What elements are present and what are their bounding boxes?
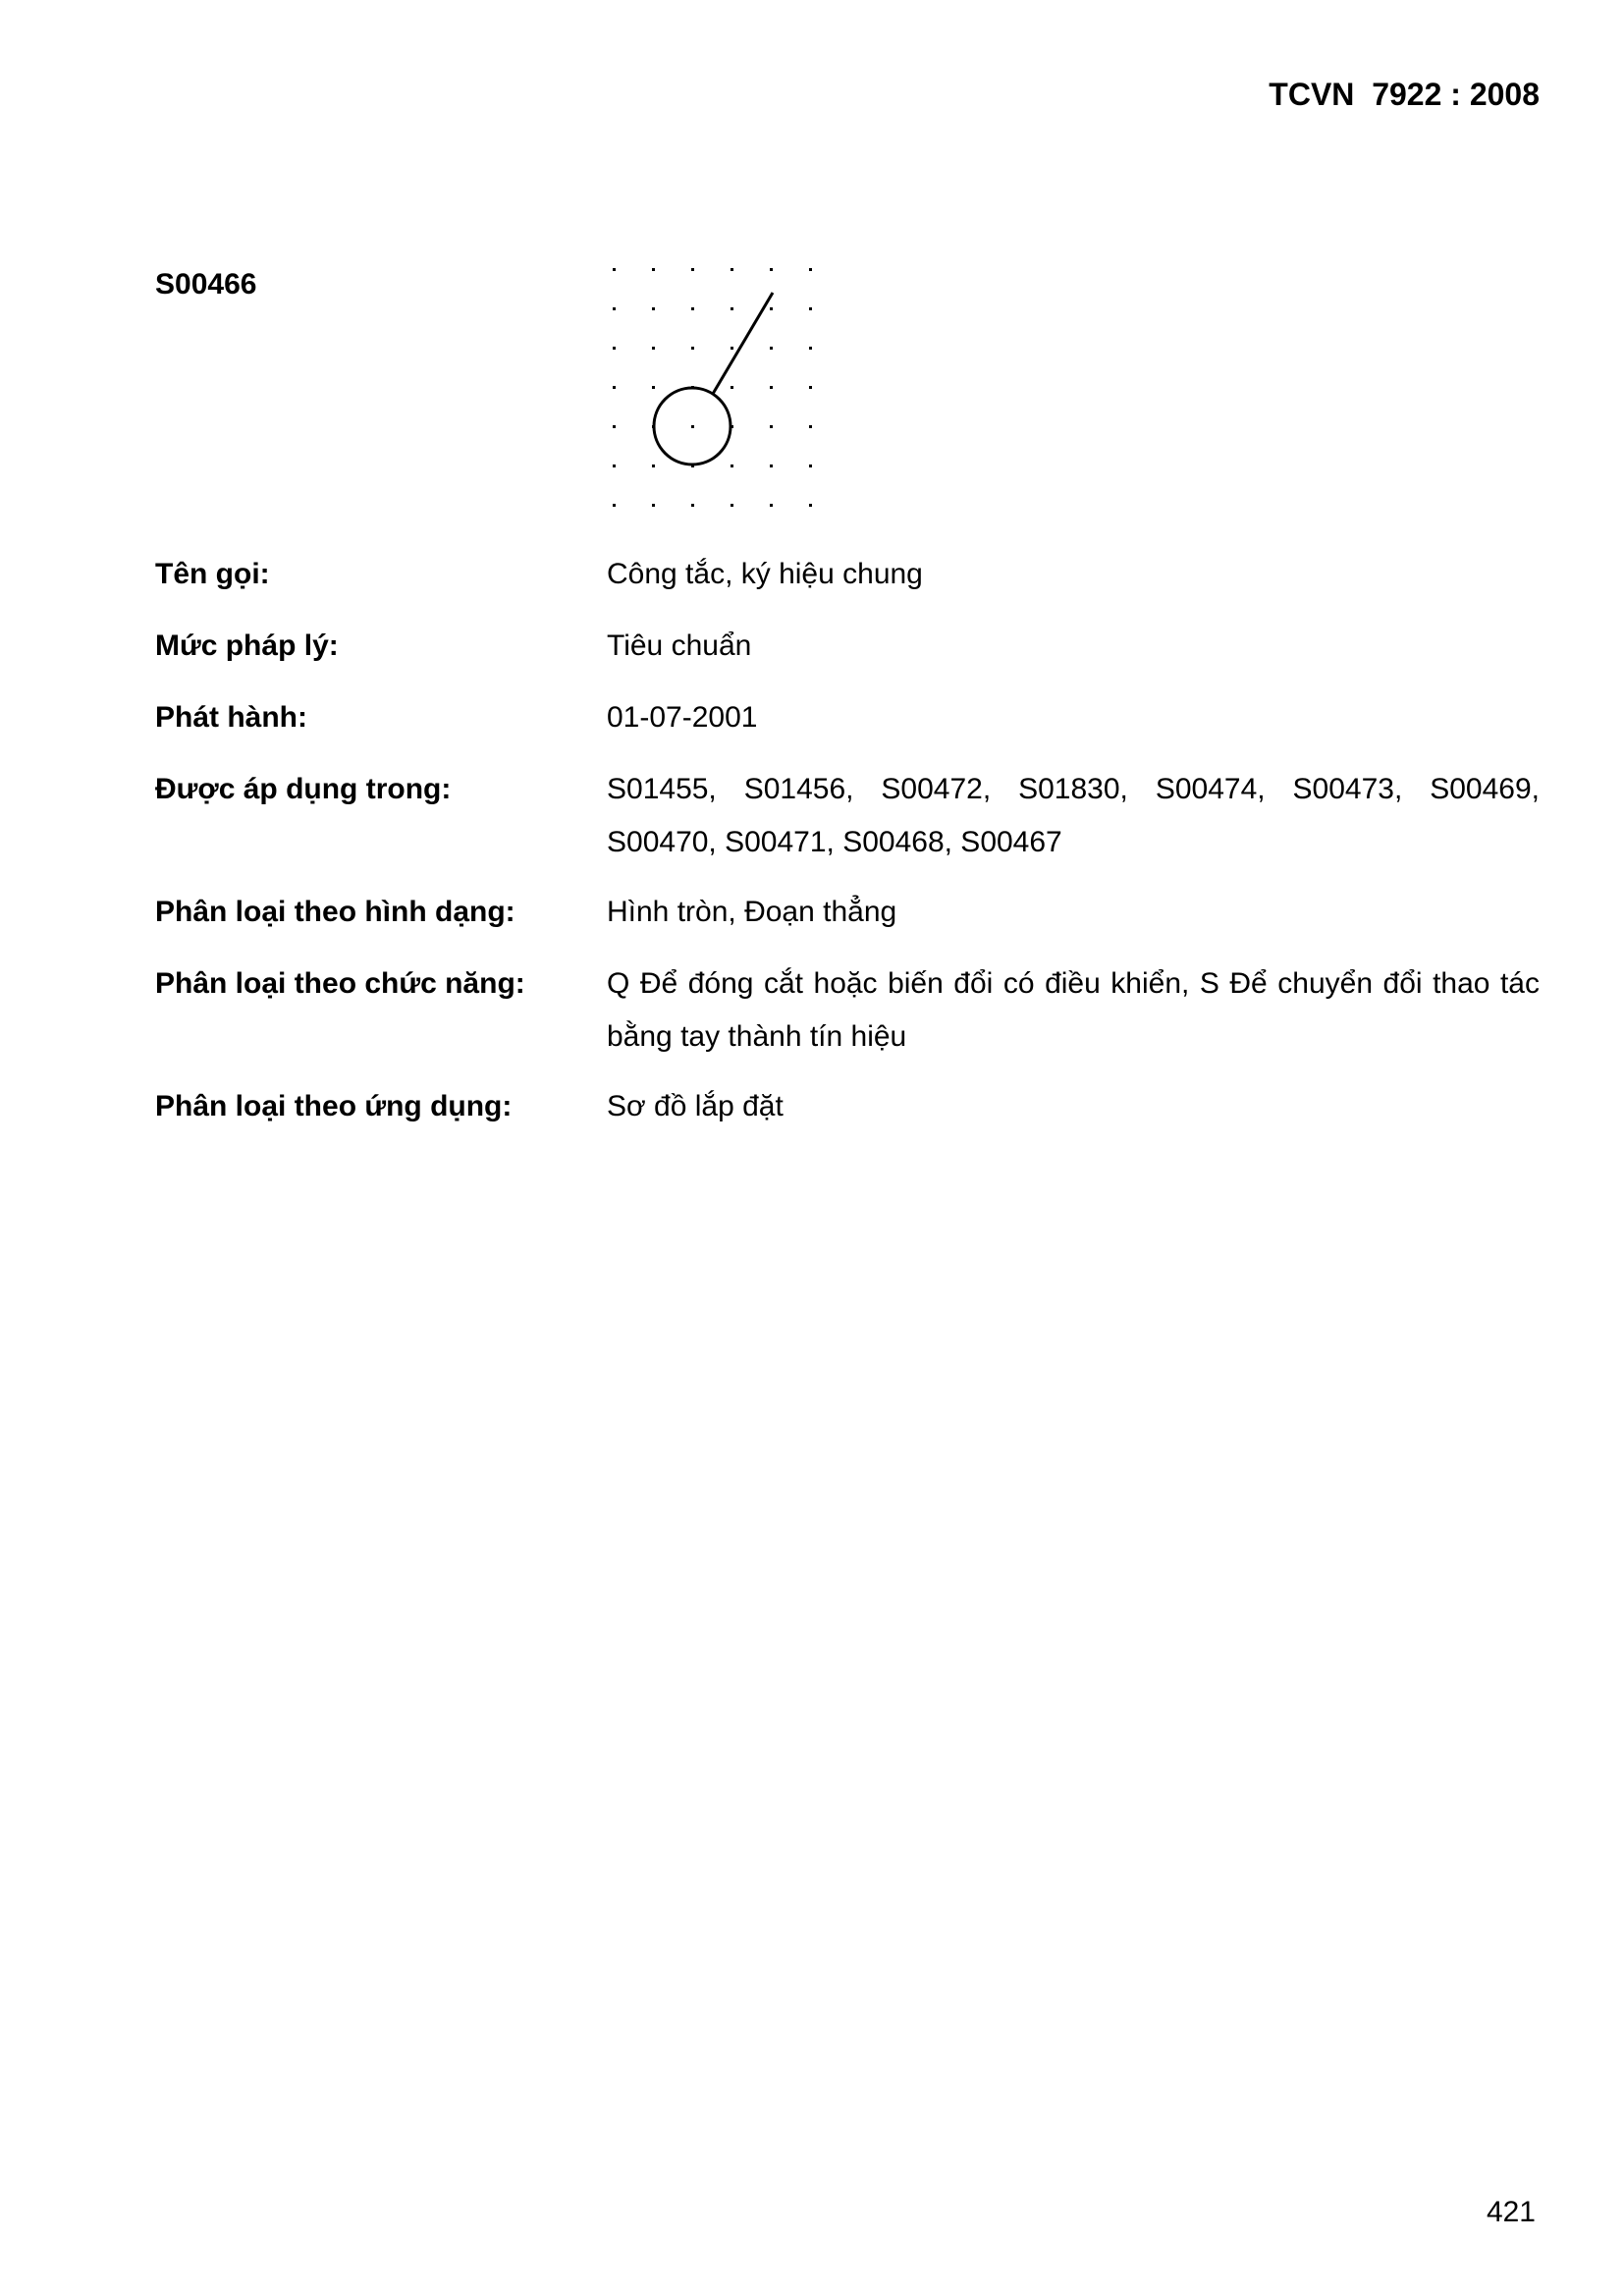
applied-in-label: Được áp dụng trong: (155, 773, 452, 805)
symbol-id: S00466 (155, 268, 257, 301)
application-classification-label: Phân loại theo ứng dụng: (155, 1090, 513, 1122)
function-classification-value: Q Để đóng cắt hoặc biến đổi có điều khiển, S Để chuyển đổi thao tác bằng tay thành tín hiệu (607, 967, 1540, 1053)
property-row-name (155, 548, 1540, 620)
property-row-shape (155, 886, 1540, 957)
legal-level-value: Tiêu chuẩn (607, 629, 752, 662)
shape-classification-label: Phân loại theo hình dạng: (155, 896, 515, 928)
property-row-function (155, 957, 1540, 1080)
issued-value: 01-07-2001 (607, 701, 758, 734)
switch-symbol-circle-with-line-icon (599, 257, 827, 513)
property-row-application (155, 1080, 1540, 1133)
property-row-legal (155, 620, 1540, 691)
application-classification-value: Sơ đồ lắp đặt (607, 1090, 784, 1122)
standard-code: TCVN 7922 : 2008 (1269, 77, 1540, 112)
page-number: 421 (1486, 2196, 1536, 2228)
legal-level-label: Mức pháp lý: (155, 629, 339, 662)
property-row-applied-in (155, 763, 1540, 886)
shape-classification-value: Hình tròn, Đoạn thẳng (607, 896, 897, 928)
applied-in-value: S01455, S01456, S00472, S01830, S00474, S00473, S00469, S00470, S00471, S00468, S00467 (607, 773, 1540, 858)
name-value: Công tắc, ký hiệu chung (607, 558, 923, 590)
dot-grid (613, 268, 812, 507)
function-classification-label: Phân loại theo chức năng: (155, 967, 525, 1000)
property-row-issued (155, 691, 1540, 763)
issued-label: Phát hành: (155, 701, 307, 734)
symbol-properties (155, 548, 1540, 1133)
name-label: Tên gọi: (155, 558, 270, 590)
switch-lever (713, 293, 773, 394)
